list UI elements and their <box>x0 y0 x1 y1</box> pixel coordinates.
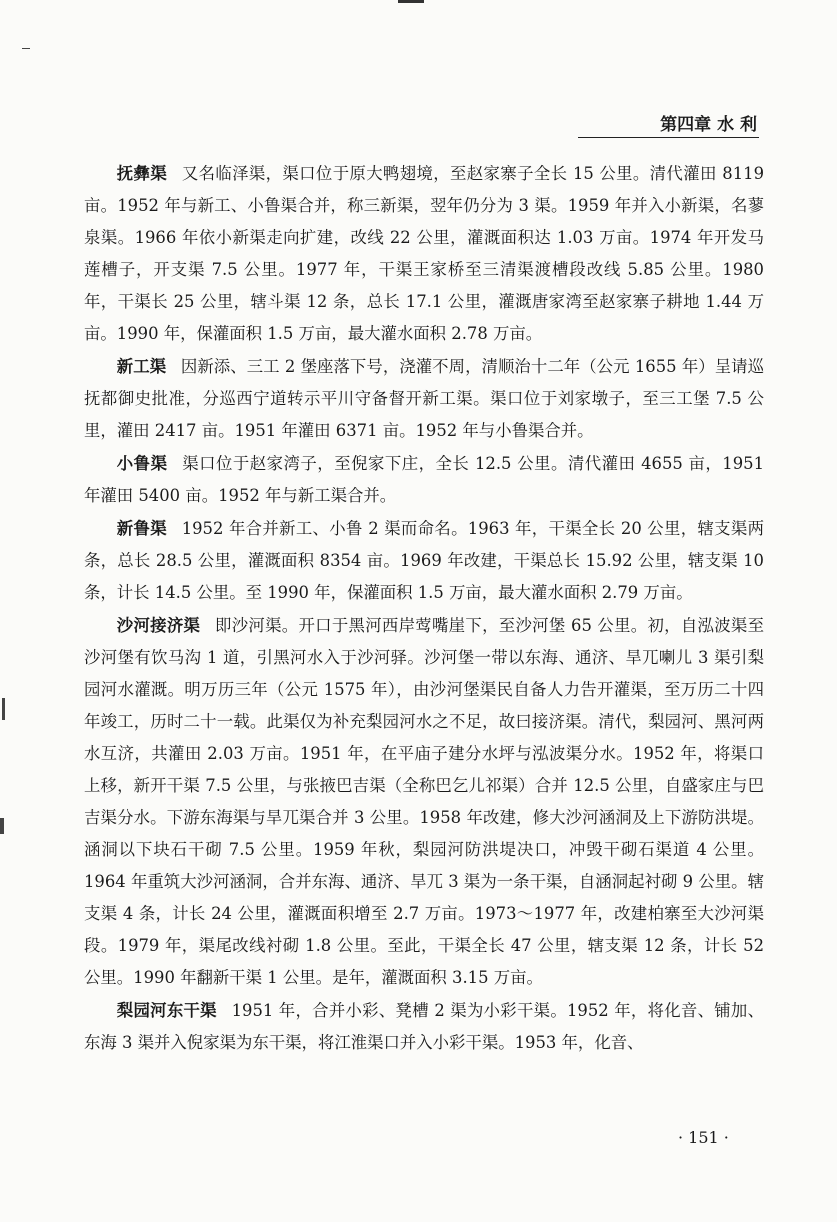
header-rule <box>578 137 759 138</box>
canal-name: 抚彝渠 <box>116 164 168 183</box>
paragraph-xinlu-canal <box>84 513 764 609</box>
canal-name: 新工渠 <box>116 357 167 376</box>
paragraph-fuyi-canal <box>84 158 764 350</box>
canal-name: 梨园河东干渠 <box>116 1001 217 1020</box>
page-number: · 151 · <box>678 1128 729 1147</box>
paragraph-text: 渠口位于赵家湾子，至倪家下庄，全长 12.5 公里。清代灌田 4655 亩，1951 年灌田 5400 亩。1952 年与新工渠合并。 <box>84 454 765 505</box>
canal-name: 小鲁渠 <box>116 454 168 473</box>
paragraph-text: 即沙河渠。开口于黑河西岸莺嘴崖下，至沙河堡 65 公里。初，自泓波渠至沙河堡有饮马沟 1 道，引黑河水入于沙河驿。沙河堡一带以东海、通济、旱兀喇儿 3 渠引梨园河水灌溉。明万历三年（公元 1575 年），由沙河堡渠民自备人力告开灌渠，至万历二十四年竣工，历时二十一载。此渠仅为补充梨园河水之不足，故曰接济渠。清代，梨园河、黑河两水互济，共灌田 2.03 万亩。1951 年，在平庙子建分水坪与泓波渠分水。1952 年，将渠口上移，新开干渠 7.5 公里，与张掖巴吉渠（全称巴乞儿祁渠）合并 12.5 公里，自盛家庄与巴吉渠分水。下游东海渠与旱兀渠合并 3 公里。1958 年改建，修大沙河涵洞及上下游防洪堤。涵洞以下块石干砌 7.5 公里。1959 年秋，梨园河防洪堤决口，冲毁干砌石渠道 4 公里。1964 年重筑大沙河涵洞，合并东海、通济、旱兀 3 渠为一条干渠，自涵洞起衬砌 9 公里。辖支渠 4 条，计长 24 公里，灌溉面积增至 2.7 万亩。1973～1977 年，改建柏寨至大沙河渠段。1979 年，渠尾改线衬砌 1.8 公里。至此，干渠全长 47 公里，辖支渠 12 条，计长 52 公里。1990 年翻新干渠 1 公里。是年，灌溉面积 3.15 万亩。 <box>84 616 765 987</box>
scan-edge-mark <box>0 818 4 834</box>
paragraph-text: 因新添、三工 2 堡座落下号，浇灌不周，清顺治十二年（公元 1655 年）呈请巡抚都御史批准，分巡西宁道转示平川守备督开新工渠。渠口位于刘家墩子，至三工堡 7.5 公里，灌田 2417 亩。1951 年灌田 6371 亩。1952 年与小鲁渠合并。 <box>84 357 765 440</box>
paragraph-shahe-canal <box>84 610 764 994</box>
canal-name: 沙河接济渠 <box>116 616 201 635</box>
paragraph-text: 1952 年合并新工、小鲁 2 渠而命名。1963 年，干渠全长 20 公里，辖支渠两条，总长 28.5 公里，灌溉面积 8354 亩。1969 年改建，干渠总长 15.92 公里，辖支渠 10 条，计长 14.5 公里。至 1990 年，保灌面积 1.5 万亩，最大灌水面积 2.79 万亩。 <box>84 519 764 602</box>
paragraph-xiaolu-canal <box>84 448 764 512</box>
scan-edge-mark <box>22 48 30 49</box>
scan-top-mark <box>398 0 424 3</box>
scan-edge-mark <box>2 698 5 720</box>
paragraph-liyuan-east-canal <box>84 995 764 1059</box>
chapter-header: 第四章 水 利 <box>660 115 757 135</box>
body-text <box>84 158 764 1059</box>
canal-name: 新鲁渠 <box>116 519 167 538</box>
paragraph-text: 又名临泽渠，渠口位于原大鸭翅境，至赵家寨子全长 15 公里。清代灌田 8119 亩。1952 年与新工、小鲁渠合并，称三新渠，翌年仍分为 3 渠。1959 年并入小新渠，名蓼泉渠。1966 年依小新渠走向扩建，改线 22 公里，灌溉面积达 1.03 万亩。1974 年开发马莲槽子，开支渠 7.5 公里。1977 年，干渠王家桥至三清渠渡槽段改线 5.85 公里。1980 年，干渠长 25 公里，辖斗渠 12 条，总长 17.1 公里，灌溉唐家湾至赵家寨子耕地 1.44 万亩。1990 年，保灌面积 1.5 万亩，最大灌水面积 2.78 万亩。 <box>84 164 765 343</box>
paragraph-xingong-canal <box>84 351 764 447</box>
paragraph-text: 1951 年，合并小彩、凳槽 2 渠为小彩干渠。1952 年，将化音、铺加、东海 3 渠并入倪家渠为东干渠，将江淮渠口并入小彩干渠。1953 年，化音、 <box>84 1001 764 1052</box>
